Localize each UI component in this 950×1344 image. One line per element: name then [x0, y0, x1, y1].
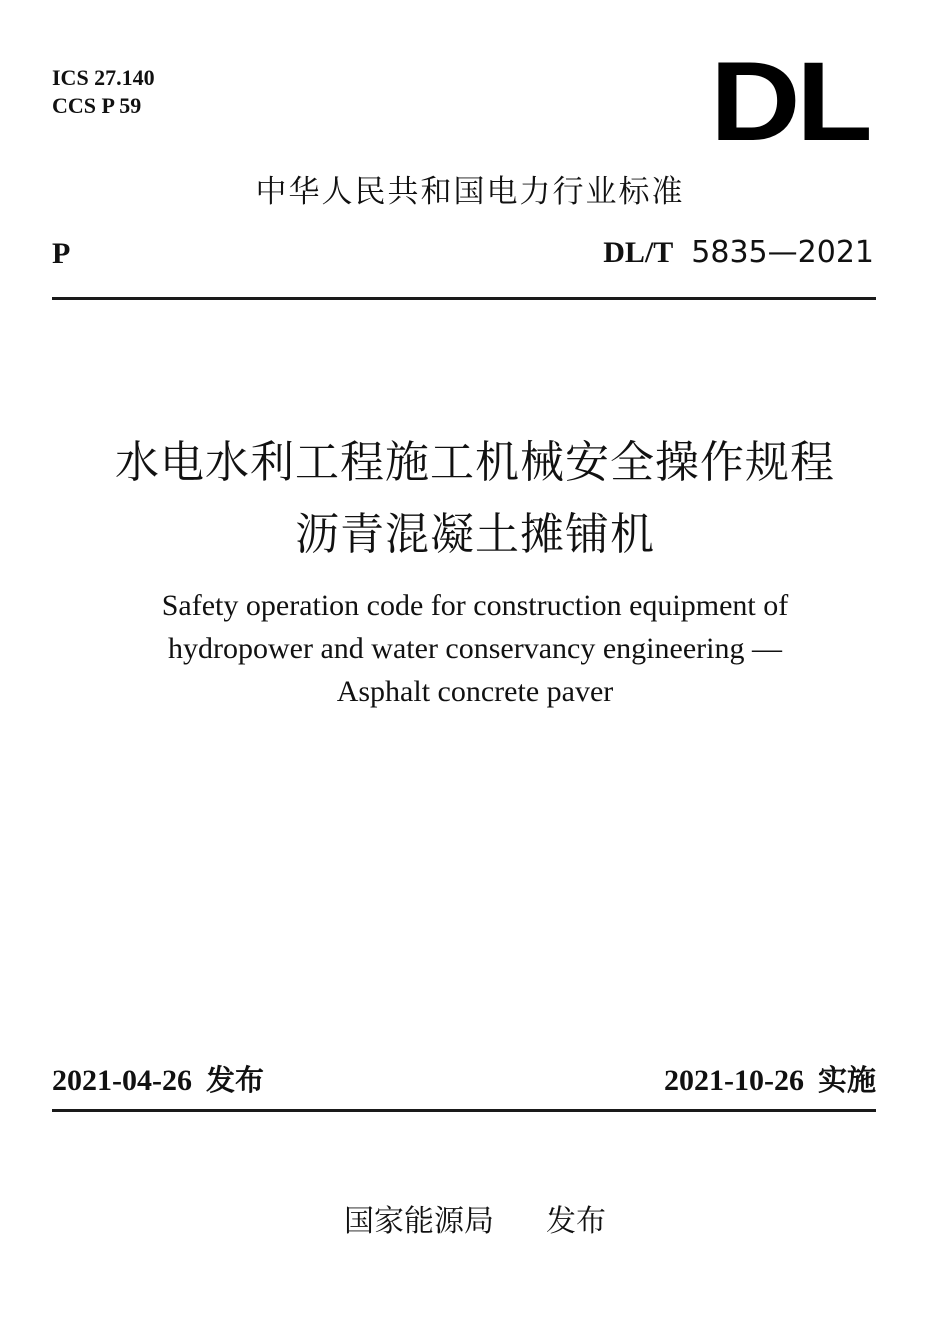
title-en-line3: Asphalt concrete paver [336, 675, 614, 708]
dl-logo: DL [709, 39, 868, 164]
title-cn-line2: 沥青混凝土摊铺机 [295, 509, 655, 560]
effective-date-group [664, 1060, 876, 1106]
ics-code: ICS 27.140 [52, 65, 155, 90]
top-divider [52, 297, 876, 300]
category-letter: P [52, 237, 71, 270]
title-en-line1: Safety operation code for construction equipment of [161, 589, 789, 622]
issue-label: 发布 [205, 1063, 264, 1097]
issue-date: 2021-04-26 [52, 1064, 192, 1097]
effective-date: 2021-10-26 [664, 1064, 804, 1097]
standard-number [603, 234, 874, 277]
classification-codes [52, 64, 155, 120]
effective-label: 实施 [817, 1063, 876, 1097]
issue-date-group [52, 1060, 264, 1106]
standard-type-title: 中华人民共和国电力行业标准 [255, 174, 685, 210]
title-en-line2: hydropower and water conservancy engineering — [168, 632, 782, 665]
bottom-divider [52, 1109, 876, 1112]
standard-number-value: 5835—2021 [691, 235, 874, 270]
title-en [0, 584, 950, 713]
title-cn-line1: 水电水利工程施工机械安全操作规程 [115, 437, 835, 488]
standard-prefix: DL/T [603, 236, 674, 269]
ccs-code: CCS P 59 [52, 93, 142, 118]
issuer-name: 国家能源局 [344, 1204, 494, 1239]
issuer-line [0, 1202, 950, 1242]
issuer-action: 发布 [546, 1204, 606, 1239]
dates-row [52, 1060, 876, 1106]
